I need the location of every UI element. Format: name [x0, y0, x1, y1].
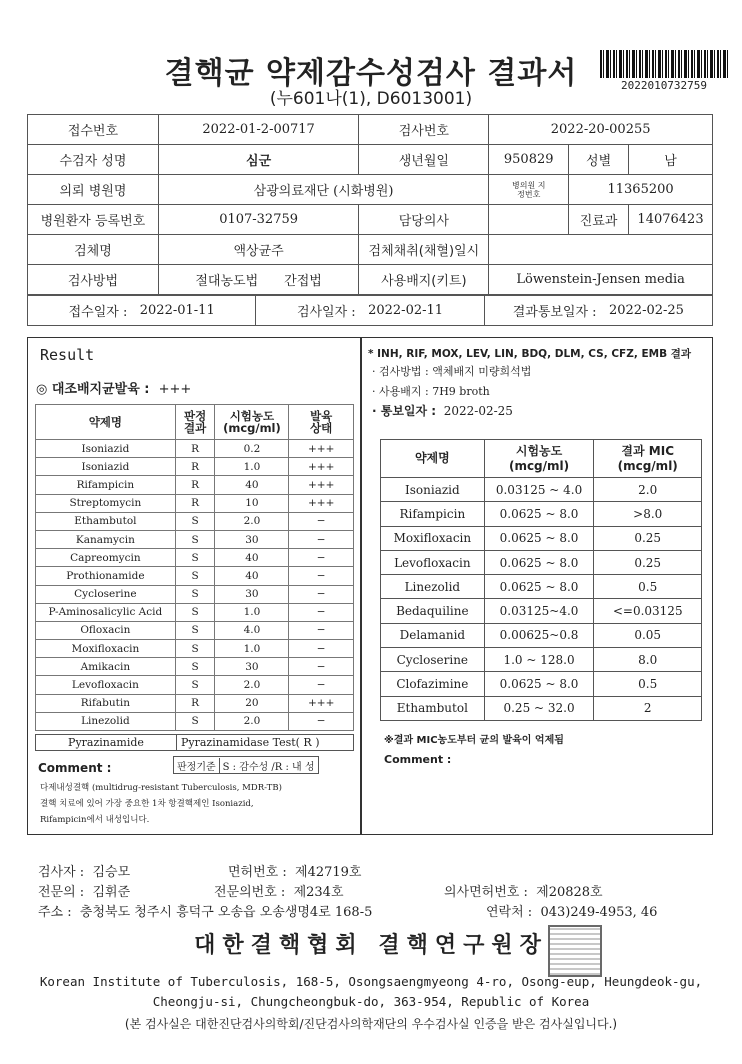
test-range: 0.03125 ~ 4.0	[484, 478, 594, 502]
mic-result: 2	[594, 696, 702, 720]
recipient-label: 수검자 성명	[28, 145, 159, 175]
medium-label: 사용배지(키트)	[359, 265, 489, 295]
english-address-1: Korean Institute of Tuberculosis, 168-5, Osongsaengmyeong 4-ro, Osong-eup, Heungdeok-gu,	[39, 974, 703, 989]
drug-name: Cycloserine	[381, 648, 485, 672]
concentration: 40	[215, 549, 289, 567]
growth: −	[289, 585, 354, 603]
test-range: 0.0625 ~ 8.0	[484, 550, 594, 574]
mic-col-result: 결과 MIC (mcg/ml)	[594, 440, 702, 478]
collect-label: 검체채취(채혈)일시	[359, 235, 489, 265]
hospital-code-label: 병의원 지정번호	[489, 175, 569, 205]
concentration: 2.0	[215, 712, 289, 730]
hospital-code: 11365200	[569, 175, 713, 205]
judgement: S	[175, 567, 215, 585]
table-row	[381, 550, 702, 574]
comment-line-1: 다제내성결핵 (multidrug-resistant Tuberculosis, MDR-TB)	[40, 783, 282, 793]
mic-result: 0.25	[594, 526, 702, 550]
growth: −	[289, 549, 354, 567]
table-row	[381, 526, 702, 550]
table-row	[381, 575, 702, 599]
judgement: S	[175, 603, 215, 621]
judgement: S	[175, 676, 215, 694]
test-range: 0.25 ~ 32.0	[484, 696, 594, 720]
hospital-name: 삼광의료재단 (시화병원)	[158, 175, 488, 205]
judgement: S	[175, 621, 215, 639]
drug-name: Rifampicin	[381, 502, 485, 526]
right-comment-label: Comment :	[384, 753, 452, 766]
test-range: 0.0625 ~ 8.0	[484, 526, 594, 550]
mic-result: 0.25	[594, 550, 702, 574]
drug-name: Streptomycin	[36, 494, 176, 512]
growth: −	[289, 676, 354, 694]
growth: −	[289, 658, 354, 676]
drug-name: Ethambutol	[381, 696, 485, 720]
drug-name: Isoniazid	[381, 478, 485, 502]
test-range: 0.03125~4.0	[484, 599, 594, 623]
growth: −	[289, 530, 354, 548]
drug-susceptibility-table	[35, 404, 354, 731]
col-concentration: 시험농도 (mcg/ml)	[215, 405, 289, 440]
mic-result-panel	[361, 337, 713, 835]
test-no: 2022-20-00255	[489, 115, 713, 145]
solid-medium-result-panel	[27, 337, 361, 835]
growth: −	[289, 640, 354, 658]
drug-name: Levofloxacin	[36, 676, 176, 694]
col-judgement: 판정 결과	[175, 405, 215, 440]
drug-name: Linezolid	[36, 712, 176, 730]
inspector: 검사자 : 김승모	[38, 865, 131, 880]
concentration: 1.0	[215, 603, 289, 621]
mic-result: 0.05	[594, 623, 702, 647]
drug-name: Linezolid	[381, 575, 485, 599]
specialist: 전문의 : 김휘준	[38, 885, 131, 900]
drug-name: Ofloxacin	[36, 621, 176, 639]
table-row	[36, 712, 354, 730]
growth: −	[289, 621, 354, 639]
growth: +++	[289, 494, 354, 512]
drug-name: Isoniazid	[36, 440, 176, 458]
table-row	[36, 603, 354, 621]
contact: 연락처 : 043)249-4953, 46	[486, 905, 658, 920]
table-row	[36, 440, 354, 458]
table-row	[36, 585, 354, 603]
test-range: 0.0625 ~ 8.0	[484, 502, 594, 526]
patient-reg-no: 0107-32759	[158, 205, 359, 235]
pza-name: Pyrazinamide	[36, 735, 177, 750]
result-heading: Result	[40, 346, 95, 364]
doctor-name	[489, 205, 569, 235]
concentration: 20	[215, 694, 289, 712]
pza-test: Pyrazinamidase Test( R )	[181, 736, 320, 749]
test-range: 0.0625 ~ 8.0	[484, 575, 594, 599]
table-row	[381, 672, 702, 696]
tested-date: 검사일자 : 2022-02-11	[256, 296, 484, 325]
drug-name: Isoniazid	[36, 458, 176, 476]
table-row	[381, 648, 702, 672]
control-growth: ◎ 대조배지균발육 : +++	[36, 382, 192, 397]
judgement: R	[175, 476, 215, 494]
concentration: 2.0	[215, 512, 289, 530]
table-row	[36, 640, 354, 658]
method-label: 검사방법	[28, 265, 159, 295]
table-row	[36, 458, 354, 476]
growth: −	[289, 512, 354, 530]
col-growth: 발육 상태	[289, 405, 354, 440]
concentration: 0.2	[215, 440, 289, 458]
table-row	[36, 694, 354, 712]
specimen-label: 검체명	[28, 235, 159, 265]
judgement: S	[175, 549, 215, 567]
table-row	[36, 549, 354, 567]
document-subtitle: (누601나(1), D6013001)	[269, 89, 473, 109]
drug-name: Kanamycin	[36, 530, 176, 548]
mic-result: >8.0	[594, 502, 702, 526]
judgement: R	[175, 694, 215, 712]
concentration: 30	[215, 658, 289, 676]
drug-name: Levofloxacin	[381, 550, 485, 574]
english-address-2: Cheongju-si, Chungcheongbuk-do, 363-954, Republic of Korea	[152, 994, 590, 1009]
concentration: 10	[215, 494, 289, 512]
drug-name: Rifabutin	[36, 694, 176, 712]
judgement: R	[175, 458, 215, 476]
concentration: 40	[215, 567, 289, 585]
birth-date: 950829	[489, 145, 569, 175]
dept-label: 진료과	[569, 205, 629, 235]
drug-name: Moxifloxacin	[36, 640, 176, 658]
table-row	[36, 567, 354, 585]
receipt-no: 2022-01-2-00717	[158, 115, 359, 145]
table-row	[381, 623, 702, 647]
mic-table	[380, 439, 702, 721]
criteria-box	[173, 756, 319, 774]
table-row	[381, 478, 702, 502]
table-row	[36, 476, 354, 494]
growth: −	[289, 567, 354, 585]
drug-name: Cycloserine	[36, 585, 176, 603]
table-row	[381, 599, 702, 623]
comment-line-2: 결핵 치료에 있어 가장 중요한 1차 항결핵제인 Isoniazid,	[40, 799, 254, 809]
mic-method-line: · 검사방법 : 액체배지 미량희석법	[372, 365, 532, 378]
drug-name: Ethambutol	[36, 512, 176, 530]
test-no-label: 검사번호	[359, 115, 489, 145]
drug-name: Bedaquiline	[381, 599, 485, 623]
judgement: S	[175, 530, 215, 548]
specialist-license: 전문의번호 : 제234호	[214, 885, 344, 900]
mic-result: 2.0	[594, 478, 702, 502]
dates-row	[27, 295, 713, 326]
sex: 남	[629, 145, 713, 175]
hospital-label: 의뢰 병원명	[28, 175, 159, 205]
address: 주소 : 충청북도 청주시 흥덕구 오송읍 오송생명4로 168-5	[38, 905, 373, 920]
table-row	[36, 494, 354, 512]
left-comment-label: Comment :	[38, 761, 112, 775]
concentration: 1.0	[215, 640, 289, 658]
mic-col-drug: 약제명	[381, 440, 485, 478]
table-row	[381, 502, 702, 526]
drug-name: Delamanid	[381, 623, 485, 647]
concentration: 40	[215, 476, 289, 494]
organization-title: 대한결핵협회 결핵연구원장	[194, 933, 548, 958]
growth: +++	[289, 458, 354, 476]
criteria-label: 판정기준	[174, 758, 220, 773]
table-row	[36, 621, 354, 639]
mic-result: 0.5	[594, 672, 702, 696]
growth: −	[289, 712, 354, 730]
reported-date: 결과통보일자 : 2022-02-25	[512, 303, 684, 320]
judgement: R	[175, 440, 215, 458]
test-range: 0.0625 ~ 8.0	[484, 672, 594, 696]
recipient-name: 심군	[158, 145, 359, 175]
judgement: S	[175, 640, 215, 658]
mic-col-range: 시험농도 (mcg/ml)	[484, 440, 594, 478]
drug-list-line: * INH, RIF, MOX, LEV, LIN, BDQ, DLM, CS, CFZ, EMB 결과	[368, 348, 692, 360]
table-row	[36, 658, 354, 676]
sex-label: 성별	[569, 145, 629, 175]
drug-name: Capreomycin	[36, 549, 176, 567]
pyrazinamide-row	[35, 734, 354, 751]
notify-date: · 통보일자 : 2022-02-25	[372, 404, 513, 418]
concentration: 4.0	[215, 621, 289, 639]
birth-label: 생년월일	[359, 145, 489, 175]
received-date: 접수일자 : 2022-01-11	[28, 296, 256, 325]
table-row	[381, 696, 702, 720]
test-range: 0.00625~0.8	[484, 623, 594, 647]
mic-result: 0.5	[594, 575, 702, 599]
method-value: 절대농도법 간접법	[158, 265, 359, 295]
growth: +++	[289, 440, 354, 458]
judgement: S	[175, 512, 215, 530]
mic-medium-line: · 사용배지 : 7H9 broth	[372, 385, 490, 398]
doctor-license: 의사면허번호 : 제20828호	[444, 885, 603, 900]
table-row	[36, 676, 354, 694]
criteria-value: S : 감수성 /R : 내 성	[222, 761, 315, 773]
judgement: R	[175, 494, 215, 512]
license-no: 면허번호 : 제42719호	[228, 865, 362, 880]
mic-result: <=0.03125	[594, 599, 702, 623]
barcode-icon	[600, 50, 728, 78]
table-row	[36, 512, 354, 530]
concentration: 1.0	[215, 458, 289, 476]
drug-name: Rifampicin	[36, 476, 176, 494]
test-range: 1.0 ~ 128.0	[484, 648, 594, 672]
patient-info-table	[27, 114, 713, 295]
medium-value: Löwenstein-Jensen media	[489, 265, 713, 295]
judgement: S	[175, 585, 215, 603]
concentration: 30	[215, 585, 289, 603]
patient-reg-label: 병원환자 등록번호	[28, 205, 159, 235]
growth: −	[289, 603, 354, 621]
concentration: 2.0	[215, 676, 289, 694]
specimen-value: 액상균주	[158, 235, 359, 265]
drug-name: P-Aminosalicylic Acid	[36, 603, 176, 621]
comment-line-3: Rifampicin에서 내성입니다.	[40, 815, 150, 825]
barcode-number: 2022010732759	[620, 79, 708, 92]
growth: +++	[289, 476, 354, 494]
dept-value: 14076423	[629, 205, 713, 235]
judgement: S	[175, 658, 215, 676]
mic-note: ※결과 MIC농도부터 균의 발육이 억제됨	[384, 735, 564, 746]
drug-name: Moxifloxacin	[381, 526, 485, 550]
receipt-no-label: 접수번호	[28, 115, 159, 145]
mic-result: 8.0	[594, 648, 702, 672]
drug-name: Prothionamide	[36, 567, 176, 585]
drug-name: Amikacin	[36, 658, 176, 676]
document-title: 결핵균 약제감수성검사 결과서	[164, 56, 578, 91]
doctor-label: 담당의사	[359, 205, 489, 235]
table-row	[36, 530, 354, 548]
concentration: 30	[215, 530, 289, 548]
judgement: S	[175, 712, 215, 730]
col-drug-name: 약제명	[36, 405, 176, 440]
growth: +++	[289, 694, 354, 712]
certification-note: (본 검사실은 대한진단검사의학회/진단검사의학재단의 우수검사실 인증을 받은 검사실입니다.)	[124, 1017, 618, 1031]
drug-name: Clofazimine	[381, 672, 485, 696]
collect-value	[489, 235, 713, 265]
